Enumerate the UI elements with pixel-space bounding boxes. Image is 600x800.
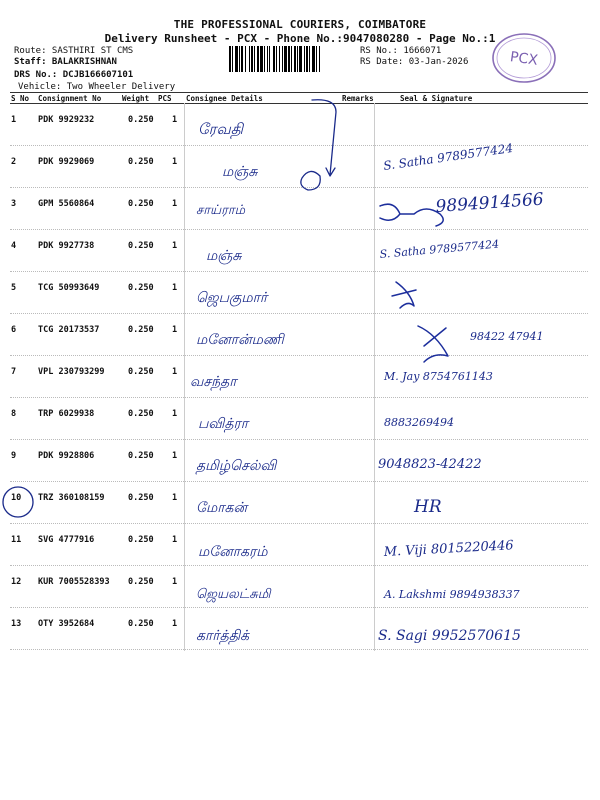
row-weight: 0.250 xyxy=(128,199,154,209)
row-consignment-no: VPL 230793299 xyxy=(38,367,105,377)
row-weight: 0.250 xyxy=(128,577,154,587)
row-weight: 0.250 xyxy=(128,241,154,251)
row3-consignee-hw: சாய்ராம் xyxy=(196,203,246,218)
row6-signature-hw: 98422 47941 xyxy=(470,330,544,343)
row-weight: 0.250 xyxy=(128,409,154,419)
row7-consignee-hw: வசந்தா xyxy=(190,374,237,390)
row-sno: 6 xyxy=(11,325,17,335)
row-pcs: 1 xyxy=(172,325,178,335)
col-signature: Seal & Signature xyxy=(400,94,473,103)
row-weight: 0.250 xyxy=(128,115,154,125)
row-consignment-no: TCG 20173537 xyxy=(38,325,100,335)
row12-consignee-hw: ஜெயலட்சுமி xyxy=(196,587,271,602)
row-consignment-no: TRP 6029938 xyxy=(38,409,95,419)
stamp-text: PCX xyxy=(508,49,539,69)
rs-no-label: RS No.: 1666071 xyxy=(360,46,442,56)
row-pcs: 1 xyxy=(172,577,178,587)
row-sno: 4 xyxy=(11,241,17,251)
row-consignment-no: PDK 9929069 xyxy=(38,157,95,167)
row-weight: 0.250 xyxy=(128,325,154,335)
row2-consignee-hw: மஞ்சு xyxy=(222,164,258,180)
col-remarks: Remarks xyxy=(342,94,374,103)
row10-signature-hw: HR xyxy=(414,497,442,517)
row-pcs: 1 xyxy=(172,493,178,503)
row1-consignee-hw: ரேவதி xyxy=(198,120,244,138)
row3-signature-scribble xyxy=(380,204,443,226)
vehicle-label: Vehicle: Two Wheeler Delivery xyxy=(18,82,176,92)
row7-signature-hw: M. Jay 8754761143 xyxy=(384,370,493,383)
row-consignment-no: GPM 5560864 xyxy=(38,199,95,209)
row-consignment-no: TRZ 360108159 xyxy=(38,493,105,503)
row-consignment-no: TCG 50993649 xyxy=(38,283,100,293)
row-sno: 10 xyxy=(11,493,22,503)
row3-signature-hw: 9894914566 xyxy=(434,189,545,217)
row4-consignee-hw: மஞ்சு xyxy=(206,248,242,264)
row-weight: 0.250 xyxy=(128,619,154,629)
row5-consignee-hw: ஜெபகுமார் xyxy=(196,290,268,306)
row-pcs: 1 xyxy=(172,409,178,419)
row9-signature-hw: 9048823-42422 xyxy=(378,457,482,472)
company-title: THE PROFESSIONAL COURIERS, COIMBATORE xyxy=(173,18,427,31)
row13-signature-hw: S. Sagi 9952570615 xyxy=(378,628,521,644)
row11-consignee-hw: மனோகரம் xyxy=(198,544,268,560)
row-pcs: 1 xyxy=(172,283,178,293)
col-consignment: Consignment No xyxy=(38,94,102,103)
row2-signature-hw: S. Satha 9789577424 xyxy=(382,140,514,173)
row13-consignee-hw: கார்த்திக் xyxy=(196,628,250,644)
row5-signature-scribble xyxy=(392,282,416,308)
row-sno: 7 xyxy=(11,367,17,377)
row-sno: 3 xyxy=(11,199,17,209)
row-weight: 0.250 xyxy=(128,283,154,293)
col-sno: S No xyxy=(11,94,30,103)
row-pcs: 1 xyxy=(172,367,178,377)
row-sno: 9 xyxy=(11,451,17,461)
row-sno: 2 xyxy=(11,157,17,167)
row-weight: 0.250 xyxy=(128,367,154,377)
row8-consignee-hw: பவித்ரா xyxy=(198,416,249,432)
row-pcs: 1 xyxy=(172,157,178,167)
row6-signature-scribble xyxy=(418,326,448,362)
circle-mark-2 xyxy=(301,171,320,190)
row-pcs: 1 xyxy=(172,451,178,461)
row-consignment-no: PDK 9929232 xyxy=(38,115,95,125)
row-sno: 5 xyxy=(11,283,17,293)
row11-signature-hw: M. Viji 8015220446 xyxy=(383,538,514,560)
row-pcs: 1 xyxy=(172,115,178,125)
row9-consignee-hw: தமிழ்செல்வி xyxy=(196,458,277,474)
route-label: Route: SASTHIRI ST CMS xyxy=(14,46,134,56)
row-consignment-no: PDK 9928806 xyxy=(38,451,95,461)
row-weight: 0.250 xyxy=(128,451,154,461)
circle-mark-10 xyxy=(3,487,33,517)
row10-consignee-hw: மோகன் xyxy=(196,500,248,516)
row-sno: 11 xyxy=(11,535,22,545)
staff-label: Staff: BALAKRISHNAN xyxy=(14,57,117,67)
row8-signature-hw: 8883269494 xyxy=(384,416,454,429)
row-consignment-no: KUR 7005528393 xyxy=(38,577,110,587)
rs-date-label: RS Date: 03-Jan-2026 xyxy=(360,57,469,67)
col-weight: Weight xyxy=(122,94,150,103)
row-pcs: 1 xyxy=(172,535,178,545)
row-pcs: 1 xyxy=(172,199,178,209)
col-pcs: PCS xyxy=(158,94,172,103)
drs-label: DRS No.: DCJB166607101 xyxy=(14,70,134,80)
row-pcs: 1 xyxy=(172,241,178,251)
row-consignment-no: PDK 9927738 xyxy=(38,241,95,251)
row4-signature-hw: S. Satha 9789577424 xyxy=(379,237,500,261)
row-weight: 0.250 xyxy=(128,157,154,167)
arrow-mark xyxy=(312,100,336,176)
row6-consignee-hw: மனோன்மணி xyxy=(196,332,284,348)
row-sno: 1 xyxy=(11,115,17,125)
col-consignee: Consignee Details xyxy=(186,94,263,103)
row-weight: 0.250 xyxy=(128,535,154,545)
row-pcs: 1 xyxy=(172,619,178,629)
row-sno: 12 xyxy=(11,577,22,587)
row-weight: 0.250 xyxy=(128,493,154,503)
row12-signature-hw: A. Lakshmi 9894938337 xyxy=(384,588,520,601)
row-consignment-no: OTY 3952684 xyxy=(38,619,95,629)
runsheet-title: Delivery Runsheet - PCX - Phone No.:9047080280 - Page No.:1 xyxy=(104,32,496,45)
row-sno: 8 xyxy=(11,409,17,419)
row-consignment-no: SVG 4777916 xyxy=(38,535,95,545)
row-sno: 13 xyxy=(11,619,22,629)
